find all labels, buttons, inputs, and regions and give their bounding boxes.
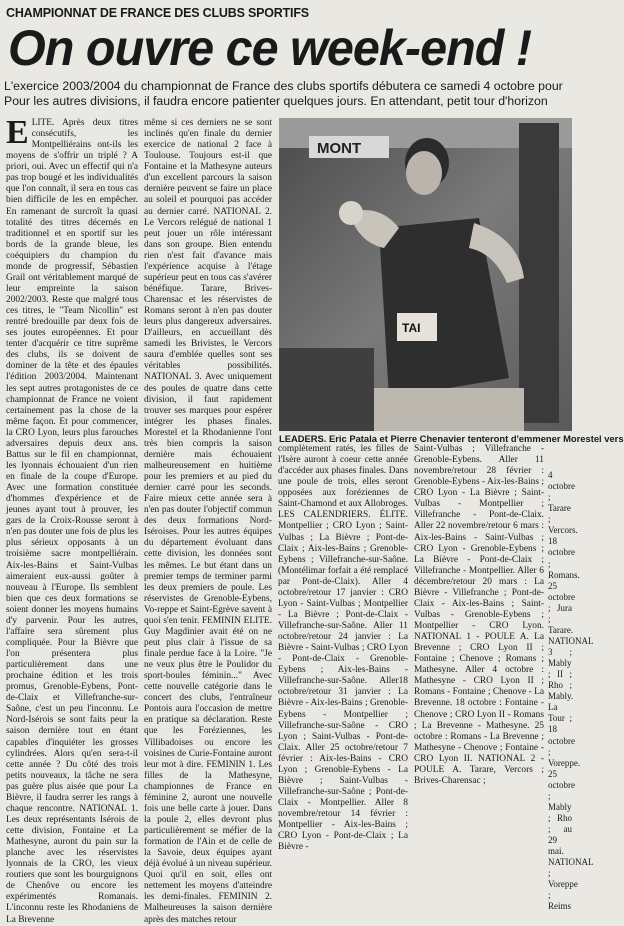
column-4-text: Saint-Vulbas ; Villefranche - Grenoble-Eybens. Aller 11 novembre/retour 28 février : Grenoble-Eybens - Aix-les-Bains ; CRO Lyon - La Bièvre ; Saint-Vulbas - Montpellier ; Villefranche - Pont-de-Claix. Aller 22 novembre/retour 6 mars : Aix-les-Bains - Saint-Vulbas ; CRO Lyon - Grenoble-Eybens ; La Bièvre - Pont-de-Claix ; Villefranche - Montpellier. Aller 6 décembre/retour 20 mars : La Bièvre - Villefranche ; Pont-de-Claix - Aix-les-Bains ; Saint-Vulbas - Grenoble-Eybens ; Montpellier - CRO Lyon. NATIONAL 1 - POULE A. La Brevenne ; CRO Lyon II ; Fontaine ; Chenove ; Romans ; Mathesyne. Aller 4 octobre : Mathesyne - CRO Lyon II ; Romans - Fontaine ; Chenove - La Brevenne. 18 octobre : Fontaine - Chenove ; CRO Lyon II - Romans ; La Brevenne - Mathesyne. 25 octobre : Romans - La Brevenne ; Mathesyne - Chenove ; Fontaine - CRO Lyon II. NATIONAL 2 - POULE A. Tarare, Vercors ; Brives-Charensac ; bbox=[414, 444, 544, 786]
lede-line-2: Pour les autres divisions, il faudra encore patienter quelques jours. En attendant, petit tour d'horizon bbox=[4, 93, 548, 108]
article-column-2 bbox=[144, 118, 272, 925]
article-column-3 bbox=[278, 444, 408, 853]
player-photo bbox=[279, 118, 572, 431]
drop-cap: E bbox=[6, 114, 29, 151]
column-5-text: 4 octobre ; Tarare ; Vercors. 18 octobre ; Romans. 25 octobre ; Jura ; Tarare. NATIONAL 3 ; Mably ; II ; Rho ; Mably. La Tour ; 18 octobre ; Voreppe. 25 octobre ; Mably ; Rho ; au 29 mai. NATIONAL ; Voreppe ; Reims bbox=[548, 470, 594, 912]
headline: On ouvre ce week-end ! bbox=[8, 20, 532, 76]
column-2-text: même si ces derniers ne se sont inclinés qu'en finale du dernier exercice de national 2 face à Toulouse. Toujours est-il que Fontaine et la Mathesyne auteurs d'un excellent parcours la saison dernière peuvent se faire un place au soleil et pourquoi pas accéder au dernier carré. NATIONAL 2. Le Vercors relégué de national 1 peut jouer un rôle intéressant dans son groupe. Bien entendu rien n'est fait d'avance mais l'expérience acquise à l'étage supérieur peut en tous cas s'avérer bénéfique. Tarare, Brives-Charensac et les réservistes de Romans seront à n'en pas douter leurs plus dangereux adversaires. D'ailleurs, en accueillant dès samedi les Brivistes, le Vercors saura d'emblée quelles sont ses véritables possibilités. NATIONAL 3. Avec uniquement des poules de quatre dans cette division, il faut rapidement trouver ses marques pour espérer intégrer les phases finales. Morestel et la Rhodanienne l'ont très bien compris la saison dernière mais échouaient malheureusement en huitième pour les premiers et au pied du dernier carré pour les seconds. Faire mieux cette année sera à n'en pas douter l'objectif commun des deux formations Nord-Iséroises. Pour les autres équipes du département évoluant dans cette division, les données sont les mêmes. Le but étant dans un premier temps de terminer parmi les deux premiers de poule. Les réservistes de Grenoble-Eybens, Vo-reppe et Saint-Egrève savent à quoi s'en tenir. FEMININ ELITE. Guy Magdinier avait été on ne peut plus clair à l'issue de sa finale perdue face à la Loire. "Je ne veux plus être le Poulidor du sport-boules féminin..." Avec cette nouvelle catégorie dans le concert des clubs, l'entraîneur Pontois aura l'occasion de mettre en pratique sa déclaration. Reste que les Foréziennes, les Villibadoises ou encore les voisines de Curie-Fontaine auront leur mot à dire. FEMININ 1. Les filles de la Mathesyne, championnes de France en féminine 2, auront une nouvelle fois une belle carte à jouer. Dans la poule 2, elles devront plus particulièrement se méfier de la formation de l'Ain et de celle de la Savoie, deux équipes ayant déjà évolué à un niveau supérieur. Quoi qu'il en soit, elles ont nettement les moyens d'atteindre les demi-finales. FEMININ 2. Malheureuses la saison dernière après des matches retour bbox=[144, 118, 272, 925]
lede-line-1: L'exercice 2003/2004 du championnat de France des clubs sportifs débutera ce samedi 4 octobre pour bbox=[4, 79, 563, 93]
kicker: CHAMPIONNAT DE FRANCE DES CLUBS SPORTIFS bbox=[6, 6, 309, 20]
column-3-text: complètement ratés, les filles de l'Isère auront à coeur cette année d'accéder aux phases finales. Dans une poule de trois, elles seront opposées aux foréziennes de Saint-Chamond et aux Allobroges. LES CALENDRIERS. ÉLITE. Montpellier ; CRO Lyon ; Saint-Vulbas ; La Bièvre ; Pont-de-Claix ; Aix-les-Bains ; Grenoble-Eybens ; Villefranche-sur-Saône. (Montélimar forfait a été remplacé par Pont-de-Claix). Aller 4 octobre/retour 17 janvier : CRO Lyon - Saint-Vulbas ; Montpellier - La Bièvre ; Pont-de-Claix - Villefranche-sur-Saône. Aller 11 octobre/retour 24 janvier : La Bièvre - Saint-Vulbas ; CRO Lyon - Pont-de-Claix - Grenoble-Eybens ; Aix-les-Bains - Villefranche-sur-Saône. Aller18 octobre/retour 31 janvier : La Bièvre - Aix-les-Bains ; Grenoble-Eybens - Montpellier ; Villefranche-sur-Saône - CRO Lyon ; Saint-Vulbas - Pont-de-Claix. Aller 25 octobre/retour 7 février : Aix-les-Bains - CRO Lyon ; Grenoble-Eybens - La Bièvre ; Saint-Vulbas - Villefranche-sur-Saône ; Pont-de-Claix - Montpellier. Aller 8 novembre/retour 14 février : Montpellier - Aix-les-Bains ; CRO Lyon - Pont-de-Claix ; La Bièvre - bbox=[278, 444, 408, 853]
photo-bib-text: TAI bbox=[402, 321, 421, 335]
photo-caption: LEADERS. Eric Patala et Pierre Chenavier tenteront d'emmener Morestel vers bbox=[279, 433, 624, 444]
article-column-5-cropped bbox=[548, 470, 594, 912]
column-1-text: LITE. Après deux titres consécutifs, les Montpelliérains ont-ils les moyens de s'offrir un triplé ? A priori, oui. Avec un effectif qui n'a pas trop bougé et les individualités que l'on connaît, il sera en tous cas bien difficile de les en empêcher. En ramenant de surcroît la quasi totalité des titres décernés en traditionnel et en sportif sur les bords de la grande bleue, les coéquipiers du champion du monde de progressif, Sébastien Grail ont véritablement marqué de leur empreinte la saison 2002/2003. Reste que malgré tous ces titres, le "Team Nicollin" est rentré bredouille par deux fois de ses joutes européennes. Et pour tenter d'acquérir ce titre suprême des clubs, ils se doivent de dominer de la tête et des épaules l'édition 2003/2004. Maintenant les sept autres protagonistes de ce championnat de France ne voient certainement pas la chose de la même façon. Et pour commencer, la CRO Lyon, leurs plus farouches adversaires depuis deux ans. Battus sur le fil en championnat, les lyonnais échouaient d'un rien en finale de la coupe d'Europe. Avec une formation constituée d'hommes d'expérience et de jeunes ayant tout à prouver, les gars de la Croix-Rousse seront à n'en pas douter une fois de plus les plus sérieux opposants à un troisième sacre montpelliérain. Aix-les-Bains et Saint-Vulbas aimeraient eux-aussi goûter à nouveau à l'Europe. Ils semblent bien que ces deux formations se soient donner les moyens humains d'y parvenir. Pour les autres, l'affaire sera sûrement plus compliquée. Pour la Bièvre que l'on présentera plus particulièrement dans une prochaine édition et les trois promus, Grenoble-Eybens, Pont-de-Claix et Villefranche-sur-Saône, c'est un peu l'inconnu. Le Nord-Isérois se sont faits peur la saison dernière tout en étant capables d'inquiéter les grosses cylindrées. Alors qu'en sera-t-il cette année ? Du côté des trois petits nouveaux, la tâche ne sera pas guère plus aisée que pour La Bièvre, il faudra serrer les rangs à chaque rencontre. NATIONAL 1. Les deux représentants Isérois de cette division, Fontaine et La Mathesyne, auront du pain sur la planche avec les réservistes lyonnais de la CRO, les vieux routiers que sont les bourguignons de Chenôve ou encore les expérimentés Romanais. L'inconnu reste les Rhodaniens de La Brevenne bbox=[6, 118, 138, 925]
player-photo-illustration bbox=[279, 118, 572, 431]
article-column-1 bbox=[6, 114, 138, 925]
lede bbox=[4, 79, 572, 108]
photo-sign-text: MONT bbox=[317, 140, 362, 157]
article-column-4 bbox=[414, 444, 544, 786]
